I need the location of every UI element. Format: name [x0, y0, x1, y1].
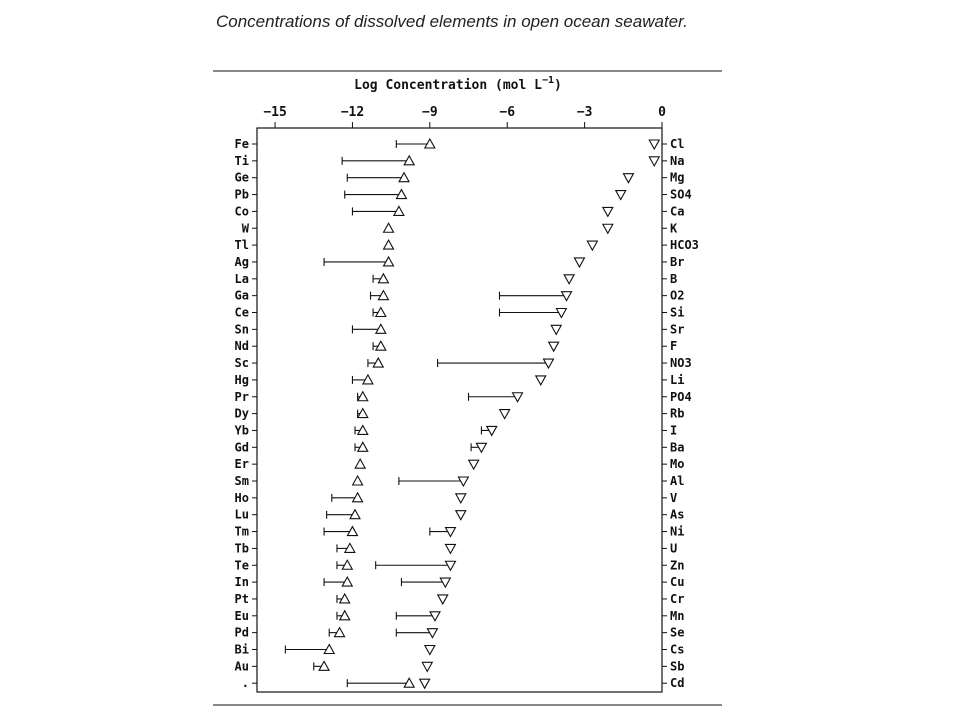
x-tick-label: 0: [658, 105, 666, 120]
x-axis-title: [354, 75, 562, 93]
x-axis-title-main: Log Concentration (mol L: [354, 78, 542, 93]
left-element-label: W: [241, 221, 249, 236]
left-element-label: Bi: [234, 642, 249, 657]
marker-down: [469, 460, 479, 469]
right-element-label: K: [670, 221, 678, 236]
left-element-label: Pt: [234, 591, 249, 606]
right-element-label: Mg: [670, 170, 685, 185]
marker-down: [616, 191, 626, 200]
marker-down: [603, 224, 613, 233]
right-element-labels: [662, 137, 699, 690]
marker-down: [649, 140, 659, 149]
marker-down: [603, 207, 613, 216]
right-element-label: Li: [670, 372, 685, 387]
left-element-label: Dy: [234, 406, 249, 421]
x-tick-label: −12: [340, 105, 365, 120]
left-element-label: Ti: [234, 153, 249, 168]
left-element-label: Eu: [234, 608, 249, 623]
marker-down: [623, 174, 633, 183]
left-element-labels: [235, 137, 257, 690]
x-axis-title-superscript: −1: [541, 75, 555, 86]
left-element-label: Nd: [234, 339, 249, 354]
data-marks: [285, 139, 659, 688]
left-element-label: Ce: [234, 305, 249, 320]
x-tick-label: −9: [422, 105, 438, 120]
marker-down: [536, 376, 546, 385]
marker-down: [425, 646, 435, 655]
left-element-label: Fe: [234, 137, 249, 151]
left-element-label: Sn: [234, 322, 249, 337]
marker-down: [649, 157, 659, 166]
left-element-label: Yb: [234, 423, 249, 438]
chart-title: Concentrations of dissolved elements in open ocean seawater.: [216, 12, 688, 31]
marker-down: [587, 241, 597, 250]
left-element-label: Lu: [234, 507, 249, 522]
left-element-label: Ga: [234, 288, 249, 303]
right-element-label: Rb: [670, 406, 685, 421]
left-element-label: Ge: [234, 170, 249, 185]
left-element-label: In: [234, 575, 249, 590]
marker-down: [574, 258, 584, 267]
right-element-label: SO4: [670, 187, 692, 202]
right-element-label: Na: [670, 153, 685, 168]
left-element-label: Er: [234, 457, 249, 472]
right-element-label: Zn: [670, 558, 685, 573]
x-tick-label: −6: [499, 105, 516, 120]
right-element-label: F: [670, 339, 678, 354]
right-element-label: Cl: [670, 137, 685, 151]
right-element-label: Sr: [670, 322, 685, 337]
right-element-label: Mo: [670, 457, 685, 472]
left-element-label: Sc: [234, 356, 249, 371]
marker-up: [384, 223, 394, 232]
marker-down: [420, 679, 430, 688]
right-element-label: Se: [670, 625, 685, 640]
marker-down: [564, 275, 574, 284]
x-tick-label: −3: [576, 105, 593, 120]
right-element-label: Cu: [670, 575, 685, 590]
right-element-label: PO4: [670, 389, 692, 404]
marker-down: [456, 511, 466, 520]
marker-down: [551, 325, 561, 334]
right-element-label: B: [670, 271, 678, 286]
marker-up: [353, 476, 363, 485]
left-element-label: Tb: [234, 541, 249, 556]
left-element-label: Pb: [234, 187, 249, 202]
right-element-label: Cd: [670, 676, 685, 691]
right-element-label: Ca: [670, 204, 685, 219]
left-element-label: Pd: [234, 625, 249, 640]
left-element-label: Au: [234, 659, 249, 674]
right-element-label: O2: [670, 288, 685, 303]
marker-up: [384, 240, 394, 249]
marker-up: [355, 459, 365, 468]
left-element-label: .: [241, 676, 249, 691]
right-element-label: U: [670, 541, 678, 556]
right-element-label: As: [670, 507, 685, 522]
right-element-label: I: [670, 423, 678, 438]
left-element-label: Tm: [234, 524, 249, 539]
left-element-label: Ho: [234, 490, 249, 505]
right-element-label: Ni: [670, 524, 685, 539]
left-element-label: Te: [234, 558, 249, 573]
left-element-label: Tl: [234, 238, 249, 253]
right-element-label: Si: [670, 305, 685, 320]
marker-down: [422, 662, 432, 671]
left-element-label: La: [234, 271, 249, 286]
right-element-label: Mn: [670, 608, 685, 623]
marker-down: [445, 544, 455, 553]
right-element-label: HCO3: [670, 238, 699, 253]
left-element-label: Sm: [234, 474, 249, 488]
left-element-label: Hg: [234, 372, 249, 387]
left-element-label: Ag: [234, 254, 249, 269]
x-axis-title-close: ): [554, 78, 562, 93]
right-element-label: Cs: [670, 642, 685, 657]
left-element-label: Gd: [234, 440, 249, 455]
right-element-label: Sb: [670, 659, 685, 674]
left-element-label: Co: [234, 204, 249, 219]
marker-down: [500, 410, 510, 419]
plot-frame: [257, 128, 662, 692]
x-tick-label: −15: [263, 105, 287, 120]
x-axis-ticks: [263, 105, 666, 128]
left-element-label: Pr: [234, 389, 249, 404]
marker-down: [549, 342, 559, 351]
right-element-label: V: [670, 490, 678, 505]
right-element-label: Al: [670, 474, 685, 488]
marker-down: [438, 595, 448, 604]
right-element-label: Cr: [670, 591, 685, 606]
marker-down: [456, 494, 466, 503]
right-element-label: Br: [670, 254, 685, 269]
right-element-label: NO3: [670, 356, 692, 371]
right-element-label: Ba: [670, 440, 685, 455]
